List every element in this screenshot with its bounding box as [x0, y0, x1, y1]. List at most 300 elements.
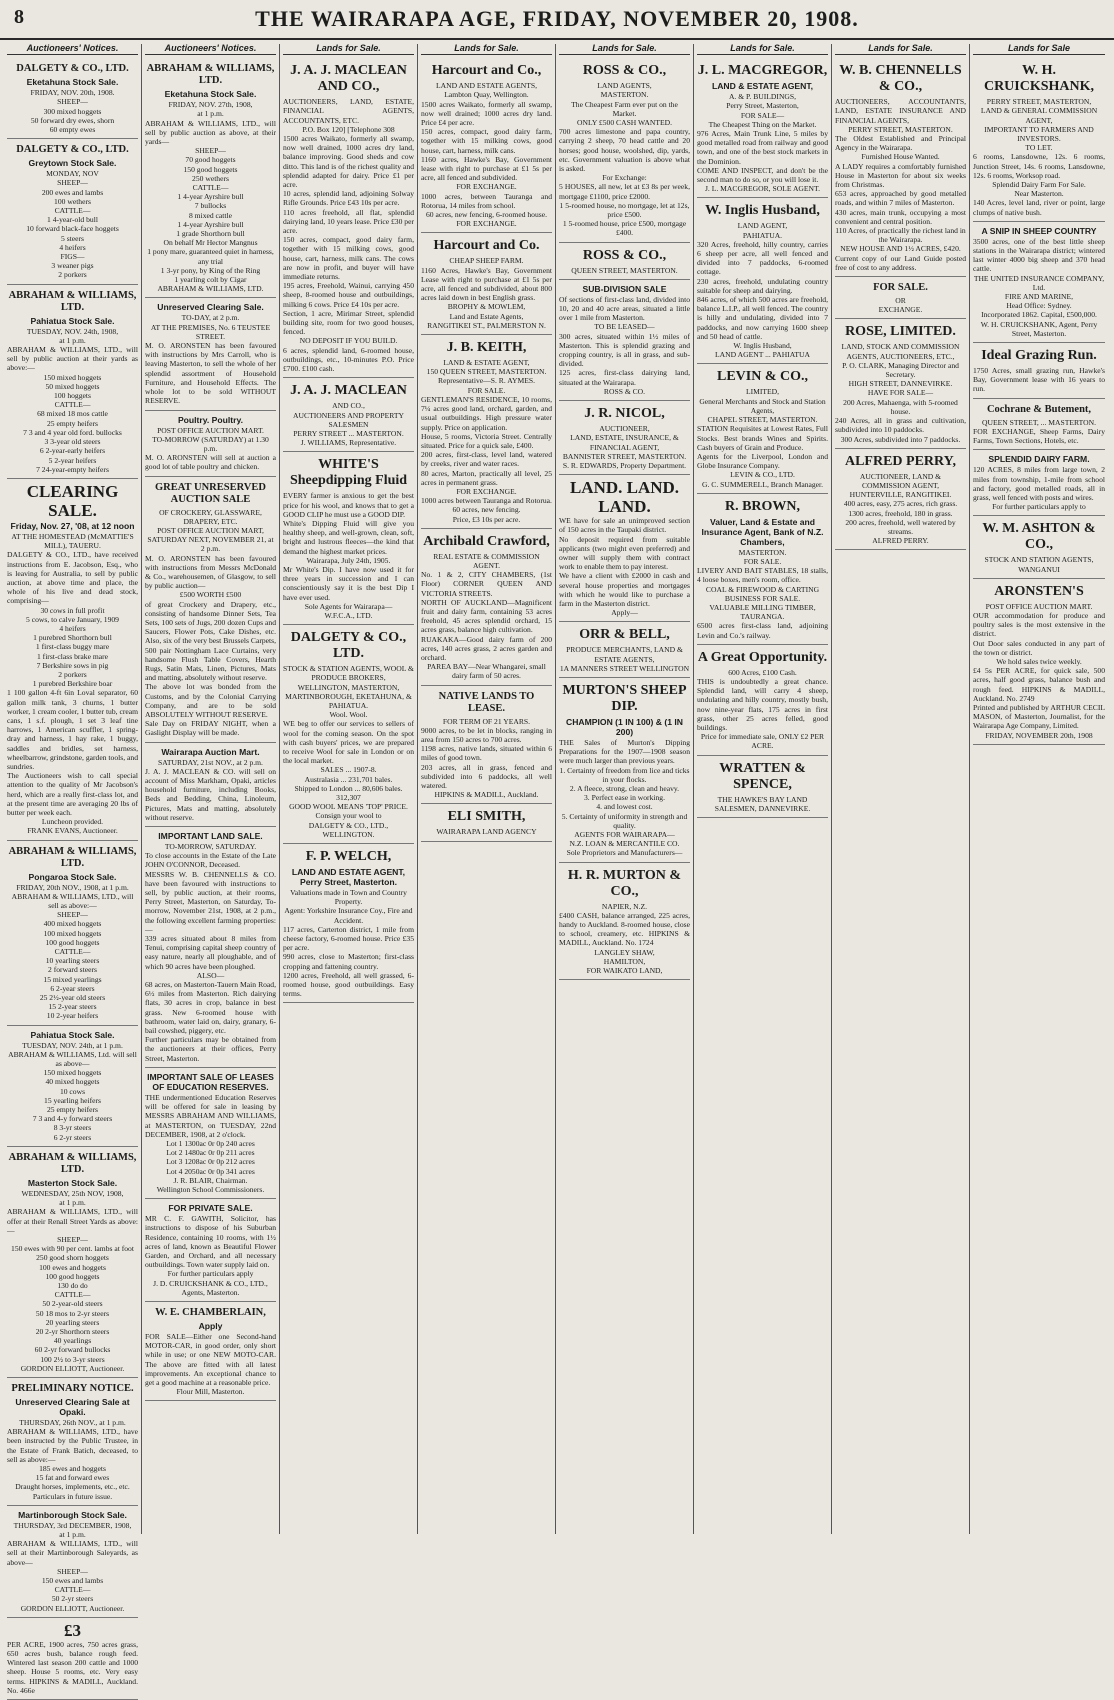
ad-title: Valuer, Land & Estate and Insurance Agent, Bank of N.Z. Chambers,: [701, 516, 824, 547]
ad-heading: ARONSTEN'S: [994, 583, 1084, 599]
ad-line: STOCK AND STATION AGENTS,: [984, 555, 1094, 565]
ad-line: QUEEN STREET, MASTERTON.: [571, 265, 678, 275]
ad-paragraph: 320 Acres, freehold, hilly country, carries 6 sheep per acre, all well fenced and divided into 7 paddocks, 6-roomed cottage.: [697, 239, 828, 277]
ad-line: FRIDAY, NOVEMBER 20th, 1908: [985, 730, 1093, 740]
ad-line: 68 mixed 18 mos cattle: [37, 409, 108, 419]
ad-title: Unreserved Clearing Sale.: [157, 302, 264, 313]
ad-line: 7 3 and 4 year old ford. bullocks: [23, 427, 122, 437]
ad-subheading: NATIVE LANDS TO LEASE.: [438, 690, 535, 714]
column-8: [970, 44, 1108, 1534]
ad-heading: LEVIN & CO.,: [716, 369, 808, 385]
ad-line: OR: [895, 296, 906, 306]
ad-line: The Cheapest Farm ever put on the Market.: [571, 99, 678, 118]
ad-line: 50 forward dry ewes, shorn: [30, 115, 115, 125]
ad-paragraph: PER ACRE, 1900 acres, 750 acres grass, 650 acres bush, balance rough feed. Wintered last season 200 cattle and 1000 sheep. House 5 rooms, etc. Very easy terms. HIPKINS & MADILL, Auckland. No. 466e: [7, 1639, 138, 1695]
ad-paragraph: 1500 acres Waikato, formerly all swamp, now well drained; 1000 acres dry land. Price £4 per acre.: [421, 99, 552, 128]
ad-line: Agent: Yorkshire Insurance Coy., Fire and Accident.: [284, 906, 413, 925]
ad-line: THURSDAY, 3rd DECEMBER, 1908,: [13, 1520, 132, 1530]
ad-display-heading: LAND. LAND. LAND.: [569, 478, 680, 517]
ad-subheading: ABRAHAM & WILLIAMS, LTD.: [8, 845, 137, 869]
ad-line: 50 18 mos to 2-yr steers: [35, 1308, 110, 1318]
advertisement: [283, 378, 414, 452]
ad-line: 5. Certainty of uniformity in strength and quality.: [561, 811, 688, 830]
ad-line: PERRY STREET, MASTERTON,: [986, 97, 1092, 107]
ad-title: SPLENDID DAIRY FARM.: [988, 454, 1090, 465]
ad-heading: MURTON'S SHEEP DIP.: [562, 682, 687, 714]
ad-line: 6 2-year-early heifers: [39, 446, 106, 456]
ad-heading: Archibald Crawford,: [423, 533, 550, 549]
ad-line: 5 2-year heifers: [48, 455, 97, 465]
advertisement: [697, 494, 828, 645]
ad-line: General Merchants and Stock and Station Agents,: [699, 396, 826, 415]
ad-title: IMPORTANT SALE OF LEASES OF EDUCATION RESERVES.: [147, 1071, 274, 1092]
advertisement: [697, 756, 828, 818]
ad-line: TUESDAY, NOV. 24th, 1908,: [26, 326, 119, 336]
ad-line: CATTLE—: [54, 1585, 91, 1595]
advertisement: [7, 58, 138, 139]
ad-line: LANGLEY SHAW,: [594, 947, 655, 957]
ad-line: 150 mixed hoggets: [43, 372, 102, 382]
ad-line: COAL & FIREWOOD & CARTING BUSINESS FOR SALE.: [705, 584, 820, 603]
ad-line: A. & P. BUILDINGS,: [728, 92, 797, 102]
ad-line: 50 2-yr steers: [51, 1594, 94, 1604]
ad-paragraph: THIS is undoubtedly a great chance. Splendid land, will carry 4 sheep, undulating and hilly country, mostly bush, now nine-year flats, 175 acres in first grass, other 25 acres felled, good buildings.: [697, 676, 828, 732]
ad-line: 2 porkers: [58, 669, 87, 679]
column-header: Lands for Sale: [973, 44, 1105, 55]
ad-line: Price, £3 10s per acre.: [452, 514, 521, 524]
ad-title: LAND & ESTATE AGENT,: [711, 81, 814, 92]
ad-line: 7 bullocks: [194, 201, 227, 211]
ad-paragraph: White's Dipping Fluid will give you healthy sheep, and well-grown, clean, soft, bright and lustrous fleeces—the kind that demand the highest market prices.: [283, 518, 414, 556]
ad-line: Perry Street, Masterton,: [726, 101, 799, 111]
ad-line: 10 2-year heifers: [46, 1011, 99, 1021]
ad-line: 3. Perfect ease in working.: [584, 793, 665, 803]
ad-paragraph: 700 acres limestone and papa country, carrying 2 sheep, 70 head cattle and 20 horses; good house, woolshed, dip, yards, etc. Government valuation is above what is asked.: [559, 127, 690, 174]
ad-line: 4. and lowest cost.: [596, 802, 653, 812]
ad-line: P. O. CLARK, Managing Director and Secretary.: [842, 360, 959, 380]
ad-paragraph: 300 acres, situated within 1½ miles of Masterton. This is splendid grazing and cropping country, is all in grass, and sub-divided.: [559, 331, 690, 369]
ad-paragraph: STATION Requisites at Lowest Rates, Full Stocks. Best brands Wines and Spirits. Cash buyers of Grain and Produce.: [697, 424, 829, 452]
advertisement: [7, 139, 138, 284]
ad-paragraph: OUR accommodation for produce and poultry sales is the most extensive in the district.: [973, 610, 1105, 639]
advertisement: [973, 516, 1105, 578]
ad-line: 1 first-class brake mare: [36, 651, 109, 661]
ad-paragraph: WE beg to offer our services to sellers of wool for the coming season. On the spot with cash buyers' prices, we are prepared to receive Wool for sale in London or on the local market.: [283, 719, 414, 766]
ad-line: DALGETY & CO., LTD.,: [308, 820, 389, 830]
ad-line: Consign your wool to: [315, 811, 382, 821]
ad-paragraph: 140 Acres, level land, river or point, large clumps of native bush.: [973, 198, 1105, 217]
ad-line: AGENTS FOR WAIRARAPA—: [574, 829, 675, 839]
ad-line: 15 yearling heifers: [44, 1095, 101, 1105]
ad-line: TO LET.: [1025, 143, 1053, 153]
advertisement: [973, 450, 1105, 516]
ad-line: S. R. EDWARDS, Property Department.: [562, 460, 687, 470]
ad-heading: J. R. NICOL,: [584, 406, 665, 422]
ad-line: SHEEP—: [57, 97, 88, 107]
advertisement: [973, 579, 1105, 745]
advertisement: [145, 1199, 276, 1302]
ad-paragraph: ABRAHAM & WILLIAMS, LTD., will sell by public auction at their yards as above:—: [7, 345, 138, 373]
ad-line: 150 QUEEN STREET, MASTERTON.: [426, 367, 547, 377]
ad-paragraph: £4 5s PER ACRE, for quick sale, 500 acres, half good grass, balance bush and rough feed. HIPKINS & MADILL, Auckland. No. 2749: [973, 666, 1105, 703]
ad-paragraph: 339 acres situated about 8 miles from Tenui, comprising capital sheep country of easy nature, nearly all ploughable, and of which 90 acres have been ploughed.: [145, 934, 276, 971]
ad-line: Apply—: [611, 608, 638, 618]
ad-paragraph: No. 1 & 2, CITY CHAMBERS, (1st Floor) CORNER QUEEN AND VICTORIA STREETS.: [421, 570, 552, 598]
ad-line: AUCTIONEERS AND PROPERTY SALESMEN: [293, 410, 404, 429]
ad-line: W.F.C.A., LTD.: [324, 610, 373, 620]
ad-paragraph: Printed and published by ARTHUR CECIL MASON, of Masterton, Journalist, for the Wairarapa Age Company, Limited.: [973, 702, 1105, 731]
ad-line: 1A MANNERS STREET WELLINGTON: [559, 663, 690, 673]
ad-line: 100 ewes and hoggets: [39, 1262, 106, 1272]
advertisement: [421, 233, 552, 335]
ad-line: Representative—S. R. AYMES.: [438, 376, 535, 386]
ad-line: BANNISTER STREET, MASTERTON.: [562, 451, 687, 461]
ad-line: 1 3-yr pony, by King of the Ring: [160, 265, 261, 275]
ad-paragraph: 6 rooms, Lansdowne, 12s. 6 rooms, Junction Street, 14s. 6 rooms, Lansdowne, 12s. 6 rooms, Worksop road.: [973, 152, 1105, 180]
ad-heading: R. BROWN,: [724, 498, 801, 514]
ad-line: 15 2-year steers: [48, 1002, 97, 1012]
ad-paragraph: 10 acres, splendid land, adjoining Solway Rifle Grounds. Price £43 10s per acre.: [283, 189, 414, 208]
ad-paragraph: 846 acres, of which 500 acres are freehold, balance L.I.P., all well fenced. The country is hilly and undulating, divided into 7 paddocks, and now carrying 1600 sheep and 50 head of cattle.: [697, 295, 828, 341]
ad-line: ABRAHAM & WILLIAMS, Ltd. will sell as above—: [8, 1049, 137, 1069]
ad-line: LAND, STOCK AND COMMISSION AGENTS, AUCTIONEERS, ETC.,: [841, 342, 960, 361]
advertisement: [973, 222, 1105, 343]
ad-paragraph: 80 acres, Marton, practically all level, 25 acres in permanent grass.: [421, 468, 552, 487]
advertisement: [145, 827, 276, 1068]
ad-line: SATURDAY, 21st NOV., at 2 p.m.: [158, 757, 263, 767]
ad-line: 15 fat and forward ewes: [35, 1473, 110, 1483]
ad-line: FOR SALE.: [743, 556, 782, 566]
ad-line: Price for immediate sale, ONLY £2 PER ACRE.: [700, 732, 825, 751]
ad-line: 1300 acres, freehold, 180 in grass.: [848, 508, 953, 518]
ad-paragraph: 195 acres, Freehold, Wainui, carrying 450 sheep, 8-roomed house and outbuildings, milking 6 cows. Price £4 10s per acre.: [283, 281, 414, 309]
ad-line: 25 empty heifers: [46, 1105, 99, 1115]
ad-paragraph: 1160 acres, Hawke's Bay, Government lease with right to purchase at £1 5s per acre, all fenced and subdivided.: [421, 154, 552, 183]
ad-title: Martinborough Stock Sale.: [18, 1509, 127, 1520]
ad-line: GORDON ELLIOTT, Auctioneer.: [20, 1363, 125, 1373]
ad-line: 100 good hoggets: [45, 1271, 100, 1281]
ad-line: Draught horses, implements, etc., etc.: [15, 1482, 130, 1492]
ad-paragraph: House, 5 rooms, Victoria Street. Centrally situated. Price for a quick sale, £400.: [421, 431, 552, 450]
ad-line: 7 3 and 4-y forward steers: [32, 1114, 113, 1124]
ad-paragraph: ABRAHAM & WILLIAMS, LTD., will sell at their Martinborough Saleyards, as above—: [7, 1539, 138, 1567]
advertisement: [7, 285, 138, 479]
ad-line: 4 heifers: [59, 242, 86, 252]
ad-heading: J. B. KEITH,: [446, 340, 527, 356]
ad-line: GORDON ELLIOTT, Auctioneer.: [20, 1603, 125, 1613]
ad-line: 4 heifers: [59, 623, 86, 633]
column-4: [418, 44, 556, 1534]
ad-title: LAND AND ESTATE AGENT, Perry Street, Masterton.: [291, 867, 406, 888]
ad-line: 300 Acres, subdivided into 7 paddocks.: [840, 434, 961, 444]
ad-line: 25 empty heifers: [46, 418, 99, 428]
ad-line: 7 24-year-empty heifers: [36, 464, 109, 474]
ad-title: CHAMPION (1 IN 100) & (1 IN 200): [566, 716, 683, 737]
ad-line: Lot 1 1300ac 0r 0p 240 acres: [166, 1138, 255, 1148]
ad-line: 70 good hoggets: [185, 155, 236, 165]
ad-paragraph: 6500 acres first-class land, adjoining Levin and Co.'s railway.: [697, 621, 828, 640]
advertisement: [145, 1068, 276, 1199]
advertisement: [421, 335, 552, 529]
ad-line: 1 purebred Shorthorn bull: [33, 633, 112, 643]
ad-line: PAREA BAY—Near Whangarei, small dairy farm of 50 acres.: [427, 662, 546, 681]
ad-paragraph: Sale Day on FRIDAY NIGHT, when a Gaslight Display will be made.: [145, 719, 276, 738]
ad-line: 1 5-roomed house, no mortgage, let at 12s, price £500.: [559, 200, 690, 220]
ad-line: 100 good hoggets: [45, 937, 100, 947]
ad-line: Lot 2 1480ac 0r 0p 211 acres: [166, 1148, 255, 1158]
ad-line: CHAPEL STREET, MASTERTON.: [707, 415, 818, 425]
ad-line: 20 2-yr Shorthorn steers: [35, 1326, 110, 1336]
ad-line: 60 acres, new fencing, 6-roomed house.: [425, 210, 548, 220]
ad-line: HAMILTON,: [603, 956, 646, 966]
ad-line: LAND, ESTATE, INSURANCE, & FINANCIAL AGENT,: [570, 433, 679, 452]
column-header: Lands for Sale.: [283, 44, 414, 55]
ad-paragraph: We have a client with £2000 in cash and several house properties and mortgages with which he would like to purchase a farm in the Masterton district.: [559, 571, 690, 608]
ad-line: 400 acres, easy, 275 acres, rich grass.: [843, 499, 958, 509]
advertisement: [421, 58, 552, 233]
ad-paragraph: 203 acres, all in grass, fenced and subdivided into 6 paddocks, all well watered.: [421, 762, 552, 790]
ad-line: PAHIATUA.: [742, 230, 783, 240]
column-header: Auctioneers' Notices.: [7, 44, 138, 55]
ad-heading: A Great Opportunity.: [697, 649, 828, 665]
ad-paragraph: Current copy of our Land Guide posted free of cost to any address.: [835, 253, 966, 272]
ad-line: Sole Agents for Wairarapa—: [304, 601, 393, 611]
ad-paragraph: J. A. J. MACLEAN & CO. will sell on account of Miss Markham, Opaki, articles household furniture, including Books, Beds and Bedding, China, Linoleum, Pictures, Mats and matting, absolutely without reserve.: [145, 766, 276, 822]
ad-line: CATTLE—: [54, 947, 91, 957]
ad-line: WEDNESDAY, 25th NOV, 1908,: [21, 1188, 124, 1198]
ad-line: 100 wethers: [54, 196, 91, 206]
ad-line: NEW HOUSE AND 1½ ACRES, £420.: [840, 244, 961, 254]
ad-line: HIPKINS & MADILL, Auckland.: [434, 790, 539, 800]
advertisement: [145, 477, 276, 743]
advertisement: [973, 343, 1105, 399]
ad-paragraph: 150 acres, compact, good dairy farm, together with 15 milking cows, good house, cart, harness, milk cans.: [421, 127, 552, 155]
ad-paragraph: To close accounts in the Estate of the Late JOHN O'CONNOR, Deceased.: [145, 851, 276, 870]
advertisement: [559, 475, 690, 622]
ad-line: 1 first-class buggy mare: [35, 642, 110, 652]
ad-line: 250 good shorn hoggets: [36, 1253, 109, 1263]
advertisement: [145, 743, 276, 827]
ad-heading: W. B. CHENNELLS & CO.,: [839, 63, 962, 95]
ad-heading: Harcourt and Co.,: [431, 63, 542, 79]
ad-line: AND CO.,: [332, 401, 365, 411]
ad-line: W. Inglis Husband,: [733, 341, 792, 351]
advertisement: [697, 198, 828, 364]
ad-paragraph: Agents for the Liverpool, London and Globe Insurance Company.: [697, 451, 828, 471]
ad-line: 100 hoggets: [54, 391, 91, 401]
ad-line: CHEAP SHEEP FARM.: [449, 256, 524, 266]
ad-line: POST OFFICE AUCTION MART.: [985, 601, 1093, 611]
ad-line: FOR SALE.: [467, 385, 506, 395]
ad-line: FOR EXCHANGE.: [456, 219, 517, 229]
ad-subheading: ABRAHAM & WILLIAMS, LTD.: [8, 289, 137, 313]
ad-line: Splendid Dairy Farm For Sale.: [992, 180, 1086, 190]
ad-paragraph: Section, 1 acre, Mirimar Street, splendid building site, room for two good houses, fenced.: [283, 308, 414, 337]
advertisement: [835, 277, 966, 319]
ad-line: 60 2-yr forward bullocks: [34, 1345, 111, 1355]
ad-line: 100 2½ to 3-yr steers: [40, 1354, 105, 1364]
ad-line: FRIDAY, 20th NOV., 1908, at 1 p.m.: [16, 882, 129, 892]
ad-paragraph: The Oldest Established and Principal Agency in the Wairarapa.: [835, 134, 966, 153]
ad-paragraph: FOR EXCHANGE, Sheep Farms, Dairy Farms, Town Sections, Hotels, etc.: [973, 426, 1105, 446]
ad-line: TO-MORROW (SATURDAY) at 1.30 p.m.: [152, 434, 269, 453]
ad-line: STOCK & STATION AGENTS, WOOL & PRODUCE BROKERS,: [283, 664, 414, 683]
column-header: Lands for Sale.: [559, 44, 690, 55]
ad-line: 312,307: [336, 793, 361, 802]
ad-title: Wairarapa Auction Mart.: [161, 746, 260, 757]
ad-paragraph: of great Crockery and Drapery, etc., consisting of handsome Dinner Sets, Tea Sets, 100 sets of Jugs, 200 dozen Cups and Saucers, Flower Pots, Cake Dishes, etc. Also, six of the very best Brussels Carpets, 500 pair Nottingham Lace Curtains, very handsome Flush Table Covers, Hearth Rugs, Satin Mats, Linen, Pictures, Mats and matting, absolutely without reserve.: [145, 599, 276, 683]
ad-paragraph: 68 acres, on Masterton-Tauern Main Road, 6½ miles from Masterton. Rich dairying flats, 30 acres in crop, balance in best grass. New 6-roomed house with bathroom, water laid on, dairy, granary, 6-bail cowshed, piggery, etc.: [145, 980, 276, 1036]
ad-line: Lot 3 1208ac 0r 0p 212 acres: [166, 1157, 255, 1167]
ad-line: ONLY £500 CASH WANTED.: [576, 118, 672, 128]
ad-paragraph: COME AND INSPECT, and don't be the second man to do so, or you will lose it.: [697, 165, 828, 185]
ad-paragraph: 150 acres, compact, good dairy farm, together with 15 milking cows, good house, cart, harness, milk cans. The cows are now in profit, and buyer will have immediate returns.: [283, 235, 414, 282]
ad-line: SATURDAY NEXT, NOVEMBER 21, at 2 p.m.: [147, 535, 274, 554]
ad-paragraph: The Auctioneers wish to call special attention to the quality of Mr Jacobson's herd, which are a really first-class lot, and at the present time are averaging 20 lbs of butter per week each.: [7, 771, 138, 817]
ad-line: J. WILLIAMS, Representative.: [300, 438, 397, 448]
advertisement: [7, 1378, 138, 1506]
ad-line: at 1 p.m.: [59, 1529, 86, 1539]
advertisement: [7, 479, 138, 841]
ad-line: The Cheapest Thing on the Market.: [708, 119, 817, 129]
ad-line: MASTERTON.: [600, 90, 649, 100]
ad-paragraph: DALGETY & CO., LTD., have received instructions from E. Jacobson, Esq., who is leaving for Australia, to sell by public auction, at above time and place, the whole of his live and dead stock, comprising—: [7, 550, 138, 606]
ad-line: 8 mixed cattle: [188, 210, 232, 220]
ad-line: 200 ewes and lambs: [41, 187, 104, 197]
advertisement: [835, 449, 966, 551]
column-3: [280, 44, 418, 1534]
ad-line: LAND AND ESTATE AGENTS,: [435, 81, 538, 91]
ad-line: FOR EXCHANGE.: [456, 486, 517, 496]
ad-heading: W. H. CRUICKSHANK,: [983, 63, 1095, 95]
ad-line: 100 mixed hoggets: [43, 928, 102, 938]
ad-line: PERRY STREET, MASTERTON.: [848, 124, 953, 134]
ad-line: 200 acres, freehold, well watered by streams.: [845, 517, 956, 536]
ad-heading: F. P. WELCH,: [305, 849, 392, 865]
ad-paragraph: RUAKAKA—Good dairy farm of 200 acres, 140 acres grass, 2 acres garden and orchard.: [421, 634, 552, 662]
advertisement: [559, 58, 690, 242]
ad-line: 150 good hoggets: [183, 164, 238, 174]
ad-line: For further particulars apply: [167, 1269, 254, 1279]
ad-paragraph: ABRAHAM & WILLIAMS, LTD., will sell by public auction as above, at their yards—: [145, 118, 276, 147]
advertisement: [697, 364, 828, 493]
ad-heading: W. M. ASHTON & CO.,: [982, 521, 1096, 553]
ad-line: 50 mixed hoggets: [45, 381, 100, 391]
ad-line: ALSO—: [196, 970, 225, 980]
ad-line: 150 mixed hoggets: [43, 1068, 102, 1078]
ad-heading: W. Inglis Husband,: [705, 203, 820, 219]
advertisement: [421, 804, 552, 841]
ad-line: Furnished House Wanted.: [861, 152, 940, 162]
ad-line: Luncheon provided.: [41, 817, 104, 827]
ad-line: LEVIN & CO., LTD.: [730, 470, 795, 480]
ad-line: 1 grade Shorthorn bull: [176, 229, 245, 239]
ad-heading: J. L. MACGREGOR,: [697, 63, 828, 79]
ad-line: 200 Acres, Mahaenga, with 5-roomed house.: [843, 397, 958, 416]
ad-line: RANGITIKEI ST., PALMERSTON N.: [427, 320, 546, 330]
ad-paragraph: 1750 Acres, small grazing run, Hawke's Bay, Government lease with 16 years to run.: [973, 366, 1105, 394]
ad-line: 6 2-yr steers: [53, 1132, 92, 1142]
ad-line: 2 forward steers: [48, 965, 97, 975]
ad-line: We hold sales twice weekly.: [996, 656, 1082, 666]
ad-line: 150 ewes and lambs: [41, 1576, 104, 1585]
ad-line: 1 4-year Ayrshire bull: [177, 192, 244, 202]
advertisement: [559, 863, 690, 981]
ad-line: WELLINGTON.: [322, 829, 375, 839]
ad-display-heading: CLEARING SALE.: [26, 481, 119, 520]
advertisement: [283, 625, 414, 844]
ad-paragraph: 1198 acres, native lands, situated within 6 miles of good town.: [421, 744, 552, 763]
ad-line: 1000 acres between Tauranga and Rotorua.: [421, 496, 552, 506]
ad-subheading: DALGETY & CO., LTD.: [16, 144, 129, 156]
ad-line: HIGH STREET, DANNEVIRKE.: [848, 379, 953, 389]
ad-line: 60 empty ewes: [49, 125, 96, 135]
ad-line: FOR TERM OF 21 YEARS.: [442, 716, 531, 726]
ad-line: Land and Estate Agents,: [449, 311, 524, 321]
page-number: 8: [14, 6, 24, 28]
ad-line: SHEEP—: [57, 910, 88, 920]
ad-line: 130 do do: [57, 1280, 88, 1290]
ad-line: Sole Proprietors and Manufacturers—: [566, 848, 683, 858]
ad-paragraph: 1000 acres, between Tauranga and Rotorua, 14 miles from school.: [421, 191, 552, 210]
column-6: [694, 44, 832, 1534]
ad-line: FIGS—: [60, 252, 85, 262]
ad-title: IMPORTANT LAND SALE.: [158, 831, 263, 842]
ad-line: Lambton Quay, Wellington.: [444, 90, 529, 100]
ad-line: For further particulars apply to: [992, 502, 1086, 512]
ad-line: 600 Acres, £100 Cash.: [728, 667, 797, 677]
ad-paragraph: NORTH OF AUCKLAND—Magnificent fruit and dairy farm, containing 53 acres freehold, 45 acres splendid orchard, 15 acres grass, balance high cultivation.: [421, 597, 552, 635]
ad-line: 110 Acres, of practically the richest land in the Wairarapa.: [835, 226, 966, 245]
column-header: Lands for Sale.: [835, 44, 966, 55]
ad-line: 185 ewes and hoggets: [39, 1463, 106, 1473]
ad-line: 3 3-year old steers: [44, 437, 101, 447]
ad-paragraph: 990 acres, close to Masterton; first-class cropping and fattening country.: [283, 952, 414, 971]
advertisement: [835, 319, 966, 448]
ad-paragraph: LIVERY AND BAIT STABLES, 18 stalls, 4 loose boxes, men's room, office.: [697, 566, 828, 585]
ad-subheading: DALGETY & CO., LTD.: [16, 63, 129, 75]
ad-line: 1 4-year Ayrshire bull: [177, 219, 244, 229]
ad-line: 250 wethers: [192, 173, 229, 183]
ad-paragraph: £400 CASH, balance arranged, 225 acres, handy to Auckland. 8-roomed house, close to school, creamery, etc. HIPKINS & MADILL, Auckland. No. 1724: [559, 910, 690, 948]
ad-line: 25 2½-year old steers: [39, 993, 106, 1003]
advertisement: [7, 1147, 138, 1378]
advertisement: [697, 58, 828, 198]
ad-line: Wairarapa, July 24th, 1905.: [306, 555, 391, 565]
column-header: Lands for Sale.: [421, 44, 552, 55]
ad-subheading: Cochrane & Butement,: [986, 403, 1092, 415]
ad-paragraph: 3500 acres, one of the best little sheep stations in the Wairarapa district; wintered last winter 4000 big sheep and 370 head cattle.: [973, 236, 1105, 274]
advertisement: [7, 1506, 138, 1618]
ad-paragraph: Further particulars may be obtained from the auctioneers at their offices, Perry Street, Masterton.: [145, 1035, 276, 1063]
ad-paragraph: 120 ACRES, 8 miles from large town, 2 miles from township, 1-mile from school and factory, good metalled roads, all in grass, well fenced with posts and wires.: [973, 465, 1105, 502]
ad-line: LAND AGENT,: [737, 221, 788, 231]
ad-line: CATTLE—: [54, 400, 91, 410]
ad-paragraph: M. O. ARONSTEN has been favoured with instructions by Mrs Carroll, who is leaving Masterton, to sell the whole of her splendid assortment of Household Furniture, and Household Effects. The whole lot to be sold WITHOUT RESERVE.: [145, 341, 276, 406]
advertisement: [697, 645, 828, 756]
ad-paragraph: No deposit required from suitable applicants (two might even preferred) and owner will supply them with contract work to enable them to pay interest.: [559, 534, 690, 572]
ad-paragraph: The above lot was bonded from the Customs, and by the Colonial Carrying Company, and are to be sold ABSOLUTELY WITHOUT RESERVE.: [145, 682, 276, 719]
ad-line: 8 3-yr steers: [53, 1123, 92, 1133]
ad-line: THE UNITED INSURANCE COMPANY, Ltd.: [973, 273, 1105, 292]
ad-line: POST OFFICE AUCTION MART,: [157, 525, 264, 535]
advertisement: [283, 58, 414, 378]
ad-title: Apply: [198, 1320, 223, 1331]
ad-title: Unreserved Clearing Sale at Opaki.: [15, 1396, 130, 1417]
ad-line: NAPIER, N.Z.: [601, 901, 648, 911]
ad-line: Near Masterton.: [1014, 189, 1064, 199]
ad-footer: Flour Mill, Masterton.: [176, 1387, 245, 1397]
